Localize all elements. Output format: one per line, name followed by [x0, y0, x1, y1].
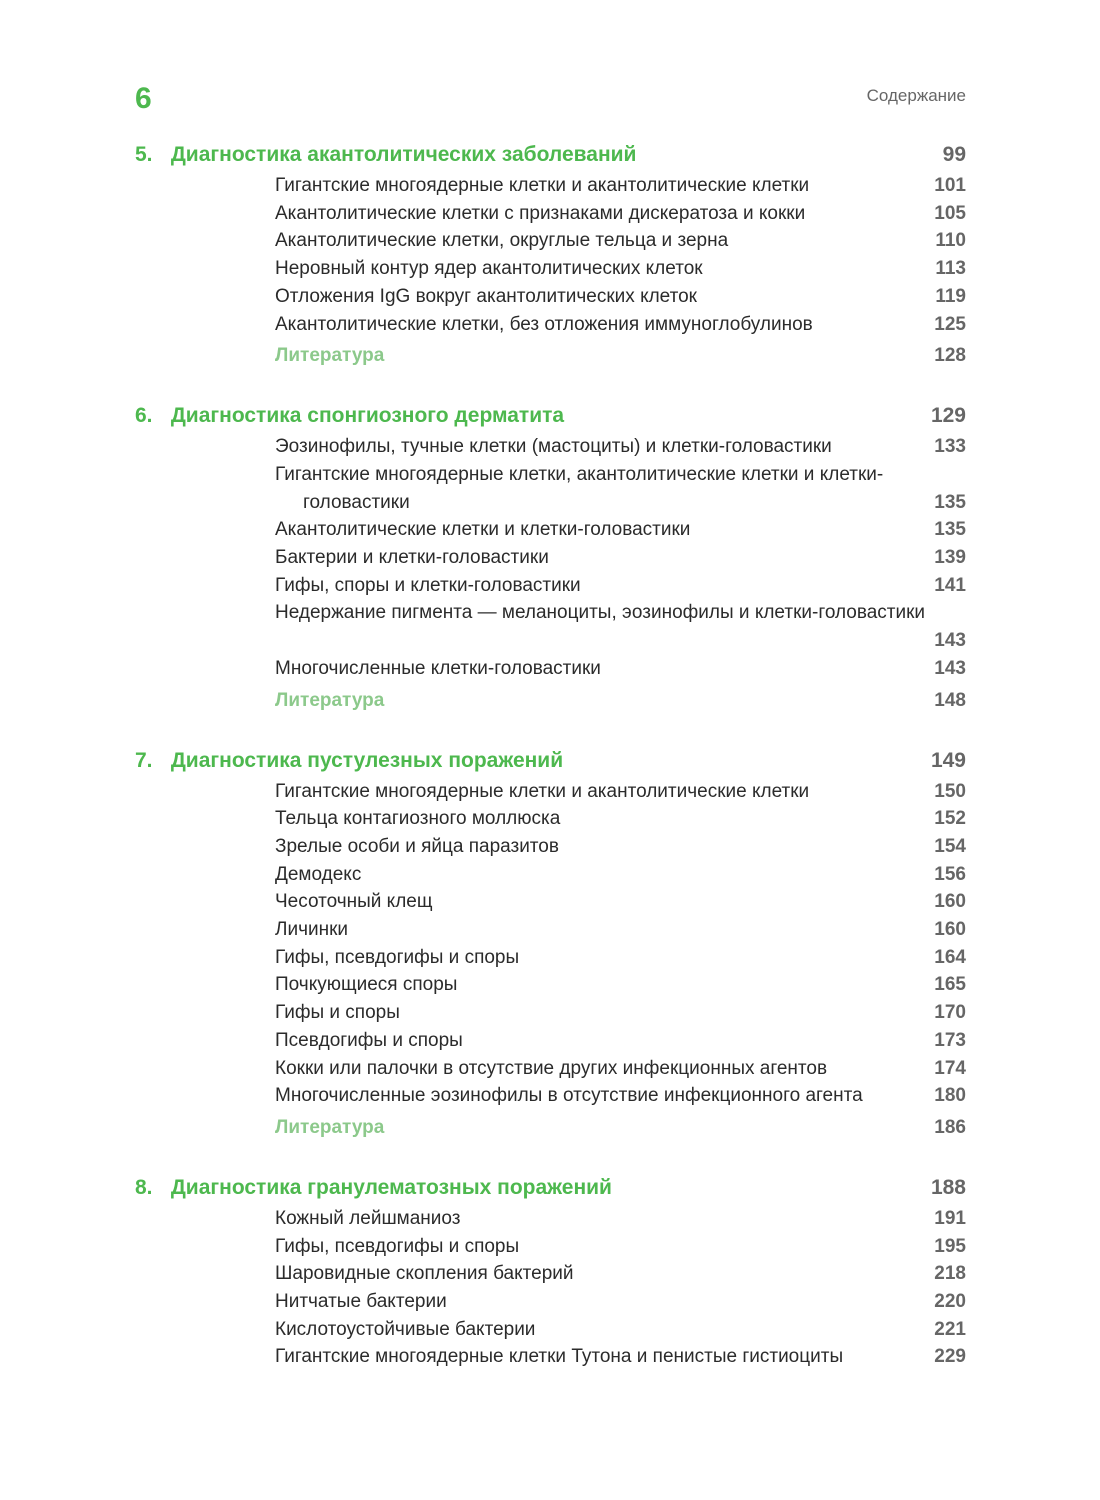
toc-entry[interactable]: [275, 1260, 966, 1288]
entry-page: 191: [934, 1207, 966, 1229]
entry-title: Зрелые особи и яйца паразитов: [275, 835, 559, 857]
toc-entry[interactable]: [275, 999, 966, 1027]
chapter-entries: [135, 172, 966, 371]
toc-entry[interactable]: [275, 1288, 966, 1316]
chapter-heading[interactable]: [135, 138, 966, 172]
toc-entry[interactable]: [275, 1205, 966, 1233]
chapter-title: Диагностика пустулезных поражений: [170, 748, 564, 772]
entry-page: 143: [934, 630, 966, 652]
toc-entry[interactable]: [275, 572, 966, 600]
literature-page: 186: [934, 1116, 966, 1138]
entry-title: Шаровидные скопления бактерий: [275, 1263, 574, 1285]
entry-title-continued: головастики: [303, 491, 410, 513]
toc-entry[interactable]: [275, 544, 966, 572]
entry-title: Чесоточный клещ: [275, 891, 433, 913]
chapter-8: [135, 1171, 966, 1371]
entry-page: 170: [934, 1002, 966, 1024]
entry-title: Гифы, псевдогифы и споры: [275, 946, 520, 968]
entry-title: Акантолитические клетки, округлые тельца и зерна: [275, 230, 729, 252]
entry-page: 221: [934, 1318, 966, 1340]
chapter-title: Диагностика гранулематозных поражений: [170, 1175, 612, 1199]
entry-page: 160: [934, 891, 966, 913]
entry-title: Многочисленные эозинофилы в отсутствие инфекционного агента: [275, 1085, 863, 1107]
toc-entry[interactable]: [275, 971, 966, 999]
chapter-title: Диагностика спонгиозного дерматита: [170, 404, 565, 428]
literature-entry[interactable]: [275, 1113, 966, 1143]
entry-page: 135: [934, 519, 966, 541]
entry-title: Отложения IgG вокруг акантолитических клеток: [275, 285, 697, 307]
chapter-entries: [135, 778, 966, 1143]
chapter-heading[interactable]: [135, 399, 966, 433]
chapter-page: 129: [930, 404, 966, 428]
toc-entry[interactable]: [275, 861, 966, 889]
entry-page: 125: [934, 313, 966, 335]
chapter-5: [135, 138, 966, 371]
entry-title: Кокки или палочки в отсутствие других инфекционных агентов: [275, 1057, 828, 1079]
entry-page: 165: [934, 974, 966, 996]
entry-title: Недержание пигмента — меланоциты, эозинофилы и клетки-головастики: [275, 602, 926, 624]
entry-title: Гигантские многоядерные клетки Тутона и пенистые гистиоциты: [275, 1346, 844, 1368]
toc-entry[interactable]: [275, 916, 966, 944]
entry-page: 180: [934, 1085, 966, 1107]
page-header: [135, 80, 966, 120]
entry-page: 229: [934, 1346, 966, 1368]
literature-page: 148: [934, 689, 966, 711]
toc-entry[interactable]: [275, 778, 966, 806]
entry-title: Акантолитические клетки и клетки-головастики: [275, 519, 691, 541]
chapter-heading[interactable]: [135, 1171, 966, 1205]
entry-title: Неровный контур ядер акантолитических клеток: [275, 258, 703, 280]
entry-page: 141: [934, 574, 966, 596]
toc-entry[interactable]: [275, 311, 966, 339]
entry-page: 135: [934, 491, 966, 513]
toc-entry[interactable]: [275, 227, 966, 255]
chapter-title: Диагностика акантолитических заболеваний: [170, 143, 637, 166]
entry-page: 173: [934, 1029, 966, 1051]
chapter-entries: [135, 433, 966, 715]
running-head: Содержание: [866, 86, 966, 105]
literature-label: Литература: [275, 1116, 385, 1138]
entry-page: 154: [934, 835, 966, 857]
entry-page: 164: [934, 946, 966, 968]
literature-entry[interactable]: [275, 686, 966, 716]
toc-entry[interactable]: [275, 1233, 966, 1261]
entry-title: Гифы, псевдогифы и споры: [275, 1235, 520, 1257]
chapter-entries: [135, 1205, 966, 1371]
chapter-6: [135, 399, 966, 715]
entry-title: Тельца контагиозного моллюска: [275, 808, 561, 830]
entry-page: 218: [934, 1263, 966, 1285]
entry-page: 101: [934, 175, 966, 196]
entry-page: 105: [934, 202, 966, 224]
toc-entry[interactable]: [275, 1055, 966, 1083]
entry-title: Псевдогифы и споры: [275, 1029, 463, 1051]
entry-title: Гигантские многоядерные клетки и акантолитические клетки: [275, 175, 810, 196]
entry-title: Бактерии и клетки-головастики: [275, 547, 549, 569]
toc-entry[interactable]: [275, 1316, 966, 1344]
toc-entry[interactable]: [275, 283, 966, 311]
entry-title: Гигантские многоядерные клетки, акантолитические клетки и клетки-: [275, 463, 884, 485]
chapter-number: 7.: [135, 748, 153, 772]
toc-entry[interactable]: [275, 655, 966, 683]
chapter-page: 99: [942, 143, 966, 166]
toc-entry[interactable]: [275, 833, 966, 861]
literature-entry[interactable]: [275, 341, 966, 371]
entry-page: 152: [934, 808, 966, 830]
chapter-number: 6.: [135, 404, 153, 428]
literature-label: Литература: [275, 345, 385, 367]
entry-title: Акантолитические клетки с признаками дискератоза и кокки: [275, 202, 806, 224]
entry-title: Многочисленные клетки-головастики: [275, 657, 601, 679]
entry-title: Нитчатые бактерии: [275, 1291, 447, 1313]
toc-entry[interactable]: [275, 1082, 966, 1110]
toc-entry[interactable]: [275, 433, 966, 461]
entry-title: Почкующиеся споры: [275, 974, 458, 996]
toc-entry[interactable]: [275, 944, 966, 972]
table-of-contents: [135, 138, 966, 1399]
toc-entry[interactable]: [275, 1343, 966, 1371]
entry-title: Гигантские многоядерные клетки и акантолитические клетки: [275, 780, 810, 802]
entry-page: 139: [934, 547, 966, 569]
entry-title: Демодекс: [275, 863, 362, 885]
toc-entry[interactable]: [275, 888, 966, 916]
entry-title: Гифы, споры и клетки-головастики: [275, 574, 581, 596]
entry-title: Личинки: [275, 919, 349, 941]
chapter-7: [135, 744, 966, 1143]
entry-page: 156: [934, 863, 966, 885]
literature-page: 128: [934, 345, 966, 367]
toc-entry[interactable]: [275, 200, 966, 228]
entry-title: Эозинофилы, тучные клетки (мастоциты) и клетки-головастики: [275, 436, 832, 458]
chapter-heading[interactable]: [135, 744, 966, 778]
page-number: 6: [135, 82, 152, 115]
entry-page: 160: [934, 919, 966, 941]
toc-entry[interactable]: [275, 516, 966, 544]
entry-page: 220: [934, 1291, 966, 1313]
chapter-number: 8.: [135, 1175, 153, 1199]
entry-title: Акантолитические клетки, без отложения иммуноглобулинов: [275, 313, 813, 335]
entry-page: 195: [934, 1235, 966, 1257]
entry-page: 119: [935, 285, 966, 307]
entry-title: Кожный лейшманиоз: [275, 1207, 461, 1229]
toc-entry[interactable]: [275, 805, 966, 833]
entry-page: 150: [934, 780, 966, 802]
entry-page: 113: [935, 258, 966, 280]
toc-entry[interactable]: [275, 461, 966, 516]
chapter-page: 188: [930, 1175, 966, 1199]
chapter-page: 149: [930, 748, 966, 772]
entry-title: Кислотоустойчивые бактерии: [275, 1318, 536, 1340]
entry-title: Гифы и споры: [275, 1002, 400, 1024]
literature-label: Литература: [275, 689, 385, 711]
entry-page: 174: [934, 1057, 966, 1079]
toc-entry[interactable]: [275, 599, 966, 654]
toc-entry[interactable]: [275, 1027, 966, 1055]
entry-page: 110: [935, 230, 966, 252]
entry-page: 143: [934, 657, 966, 679]
toc-entry[interactable]: [275, 172, 966, 200]
entry-page: 133: [934, 436, 966, 458]
chapter-number: 5.: [135, 143, 153, 166]
toc-entry[interactable]: [275, 255, 966, 283]
